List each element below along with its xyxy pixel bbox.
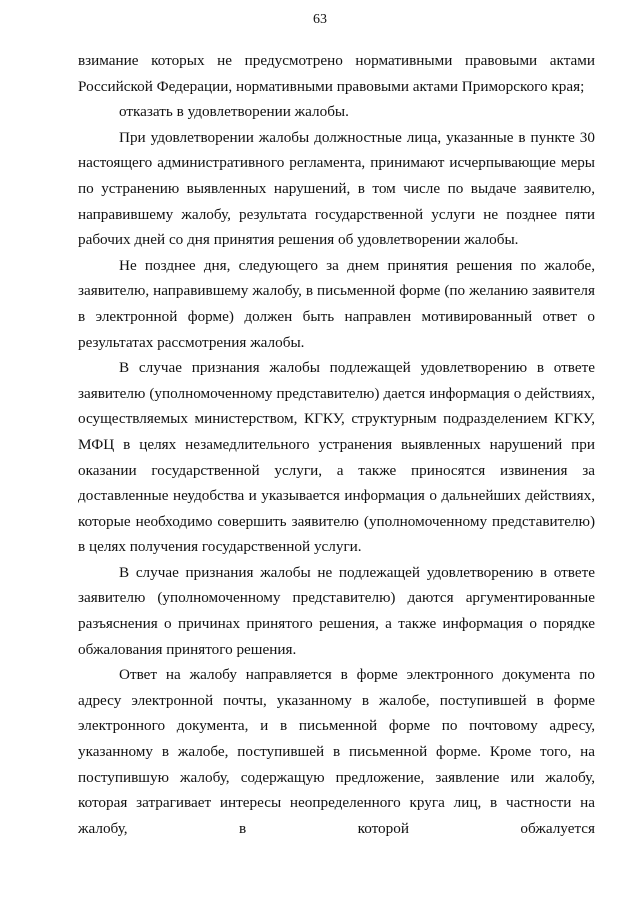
- paragraph-answer-delivery: Ответ на жалобу направляется в форме электронного документа по адресу электронной почты, указанному в жалобе, поступившей в форме электронного документа, и в письменной форме по почтовому адресу, указанному в жалобе, поступившей в письменной форме. Кроме того, на поступившую жалобу, содержащую предложение, заявление или жалобу, которая затрагивает интересы неопределенного круга лиц, в частности на жалобу, в которой обжалуется: [78, 666, 595, 837]
- paragraph-refuse-complaint: отказать в удовлетворении жалобы.: [119, 103, 349, 121]
- paragraph-continuation: взимание которых не предусмотрено нормативными правовыми актами Российской Федерации, нормативными правовыми актами Приморского края;: [78, 52, 595, 95]
- paragraph-reasoned-answer: Не позднее дня, следующего за днем принятия решения по жалобе, заявителю, направившему жалобу, в письменной форме (по желанию заявителя в электронной форме) должен быть направлен мотивированный ответ о результатах рассмотрения жалобы.: [78, 256, 595, 351]
- paragraph-satisfaction-info: В случае признания жалобы подлежащей удовлетворению в ответе заявителю (уполномоченному представителю) дается информация о действиях, осуществляемых министерством, КГКУ, структурным подразделением КГКУ, МФЦ в целях незамедлительного устранения выявленных нарушений при оказании государственной услуги, а также приносятся извинения за доставленные неудобства и указывается информация о дальнейших действиях, которые необходимо совершить заявителю (уполномоченному представителю) в целях получения государственной услуги.: [78, 359, 595, 556]
- body-text: [78, 48, 595, 841]
- paragraph-rejection-info: В случае признания жалобы не подлежащей удовлетворению в ответе заявителю (уполномоченному представителю) даются аргументированные разъяснения о причинах принятого решения, а также информация о порядке обжалования принятого решения.: [78, 563, 595, 658]
- page-number: 63: [313, 12, 327, 27]
- paragraph-complaint-satisfied: При удовлетворении жалобы должностные лица, указанные в пункте 30 настоящего административного регламента, принимают исчерпывающие меры по устранению выявленных нарушений, в том числе по выдаче заявителю, направившему жалобу, результата государственной услуги не позднее пяти рабочих дней со дня принятия решения об удовлетворении жалобы.: [78, 128, 595, 249]
